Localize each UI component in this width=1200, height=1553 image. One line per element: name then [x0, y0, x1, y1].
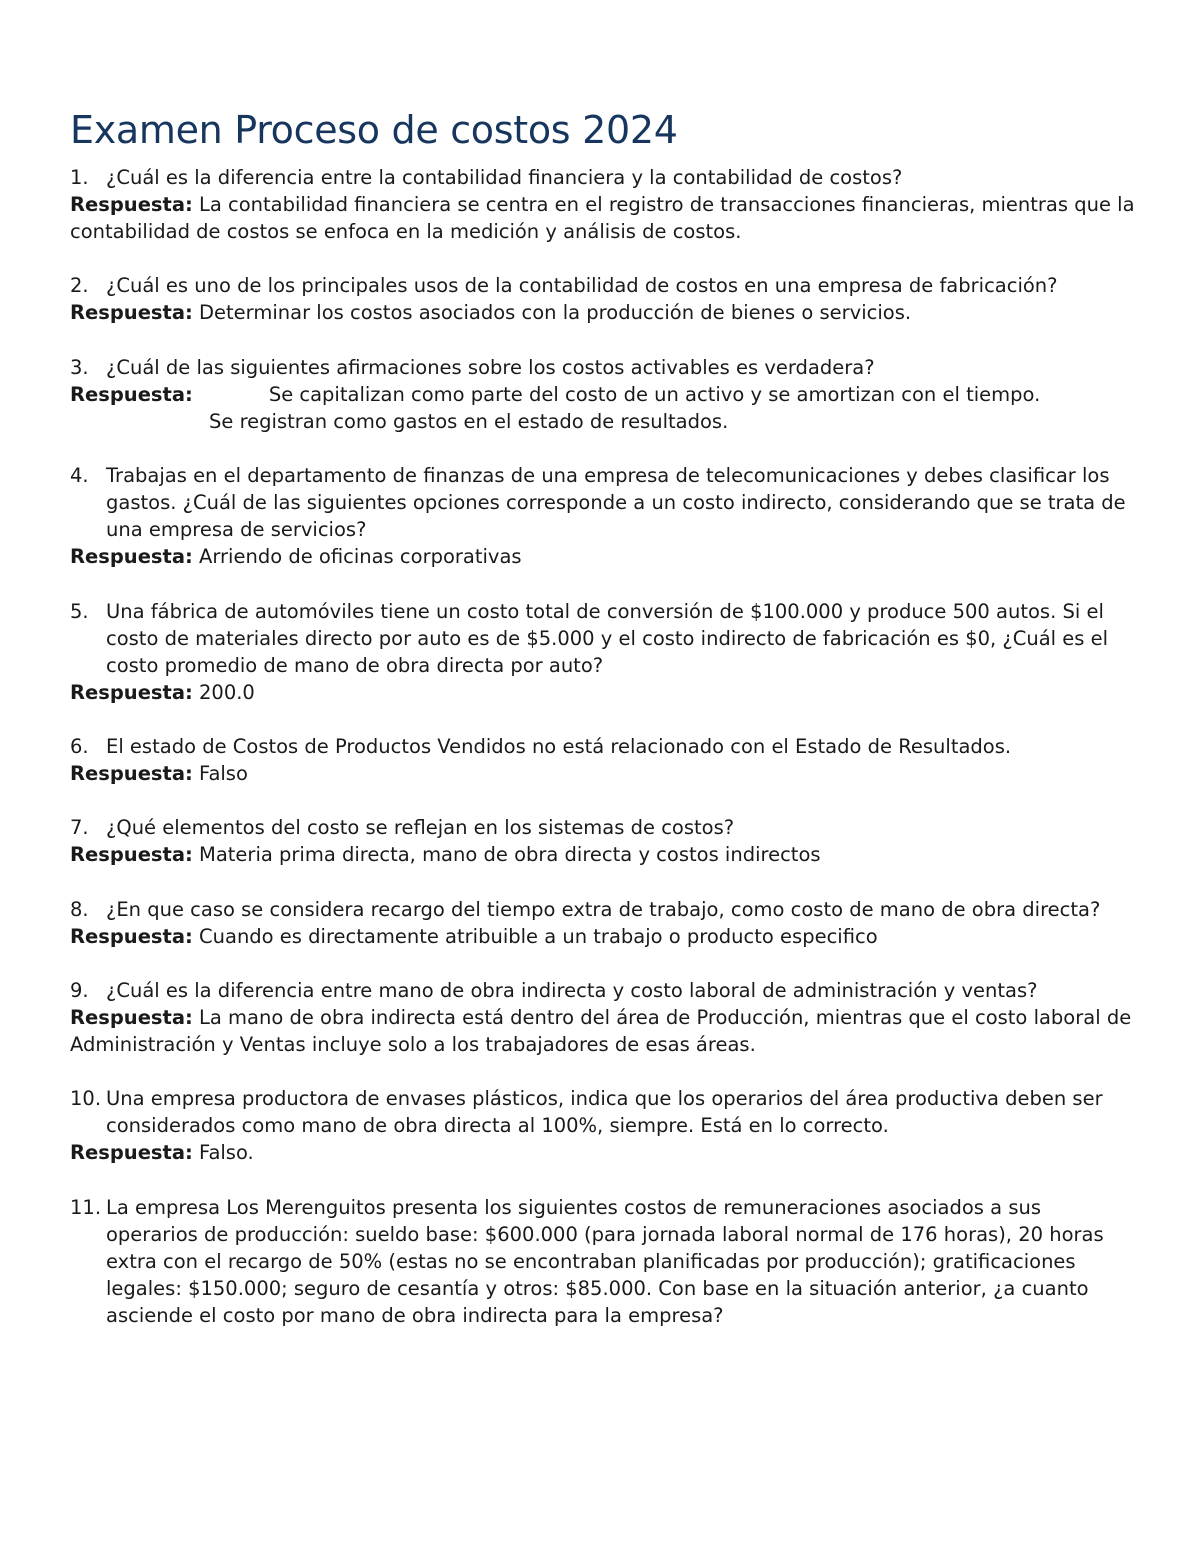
answer-text: 200.0	[199, 680, 255, 704]
answer-label: Respuesta:	[70, 193, 193, 217]
question-text: ¿Cuál es la diferencia entre mano de obra indirecta y costo laboral de administración y ventas?	[106, 978, 1038, 1002]
answer-label: Respuesta:	[70, 762, 193, 786]
answer-text: La mano de obra indirecta está dentro del área de Producción, mientras que el costo laboral de Administración y Ventas incluye solo a los trabajadores de esas áreas.	[70, 1005, 1132, 1056]
answer-text: Arriendo de oficinas corporativas	[199, 545, 522, 569]
question-number: 5.	[70, 599, 89, 623]
question-number: 4.	[70, 464, 89, 488]
answer-text: Determinar los costos asociados con la producción de bienes o servicios.	[199, 301, 912, 325]
question-text: ¿En que caso se considera recargo del tiempo extra de trabajo, como costo de mano de obra directa?	[106, 897, 1101, 921]
question-text: ¿Cuál es la diferencia entre la contabilidad financiera y la contabilidad de costos?	[106, 166, 903, 189]
answer-2	[70, 299, 1135, 326]
question-number: 7.	[70, 816, 89, 840]
answer-text: Materia prima directa, mano de obra directa y costos indirectos	[199, 843, 821, 867]
answer-label: Respuesta:	[70, 1141, 193, 1165]
answer-label: Respuesta:	[70, 545, 193, 569]
question-10	[70, 1085, 1135, 1139]
answer-text: Falso.	[199, 1141, 254, 1165]
question-3	[70, 354, 1135, 381]
question-9	[70, 977, 1135, 1004]
question-5	[70, 598, 1135, 679]
answer-text: La contabilidad financiera se centra en el registro de transacciones financieras, mientras que la contabilidad de costos se enfoca en la medición y análisis de costos.	[70, 193, 1135, 244]
answer-text: Cuando es directamente atribuible a un trabajo o producto especifico	[199, 924, 878, 948]
question-1	[70, 164, 1135, 191]
answer-3-option: Se registran como gastos en el estado de resultados.	[209, 409, 729, 433]
question-number: 3.	[70, 355, 89, 379]
question-text: El estado de Costos de Productos Vendidos no está relacionado con el Estado de Resultados.	[106, 734, 1012, 758]
answer-label: Respuesta:	[70, 924, 193, 948]
question-11	[70, 1194, 1135, 1329]
answer-label: Respuesta:	[70, 382, 193, 406]
question-number: 6.	[70, 734, 89, 758]
answer-label: Respuesta:	[70, 680, 193, 704]
question-text: La empresa Los Merenguitos presenta los siguientes costos de remuneraciones asociados a sus operarios de producción: sueldo base: $600.000 (para jornada laboral normal de 176 horas), 20 horas extra con el recargo de 50% (estas no se encontraban planificadas por producción); gratificaciones legales: $150.000; seguro de cesantía y otros: $85.000. Con base en la situación anterior, ¿a cuanto asciende el costo por mano de obra indirecta para la empresa?	[106, 1195, 1104, 1327]
answer-label: Respuesta:	[70, 1005, 193, 1029]
question-text: ¿Qué elementos del costo se reflejan en los sistemas de costos?	[106, 816, 735, 840]
document-page	[70, 102, 1135, 1329]
answer-1	[70, 191, 1135, 245]
question-number: 2.	[70, 274, 89, 298]
document-title: Examen Proceso de costos 2024	[70, 108, 678, 152]
answer-8	[70, 923, 1135, 950]
question-4	[70, 462, 1135, 543]
question-2	[70, 272, 1135, 299]
question-text: Trabajas en el departamento de finanzas de una empresa de telecomunicaciones y debes clasificar los gastos. ¿Cuál de las siguientes opciones corresponde a un costo indirecto, considerando que se trata de una empresa de servicios?	[106, 464, 1126, 542]
question-number: 1.	[70, 166, 89, 189]
answer-text: Se capitalizan como parte del costo de un activo y se amortizan con el tiempo.	[268, 382, 1041, 406]
answer-9	[70, 1004, 1135, 1058]
question-7	[70, 814, 1135, 841]
answer-3	[70, 381, 1135, 408]
answer-10	[70, 1139, 1135, 1166]
question-number: 10.	[70, 1087, 102, 1111]
question-8	[70, 896, 1135, 923]
question-number: 8.	[70, 897, 89, 921]
answer-label: Respuesta:	[70, 301, 193, 325]
answer-6	[70, 760, 1135, 787]
question-text: ¿Cuál de las siguientes afirmaciones sobre los costos activables es verdadera?	[106, 355, 875, 379]
answer-text: Falso	[199, 762, 248, 786]
question-text: Una empresa productora de envases plásticos, indica que los operarios del área productiva deben ser considerados como mano de obra directa al 100%, siempre. Está en lo correcto.	[106, 1087, 1103, 1138]
answer-5	[70, 679, 1135, 706]
question-text: Una fábrica de automóviles tiene un costo total de conversión de $100.000 y produce 500 autos. Si el costo de materiales directo por auto es de $5.000 y el costo indirecto de fabricación es $0, ¿Cuál es el costo promedio de mano de obra directa por auto?	[106, 599, 1109, 677]
answer-label: Respuesta:	[70, 843, 193, 867]
question-number: 9.	[70, 978, 89, 1002]
answer-7	[70, 841, 1135, 868]
answer-4	[70, 543, 1135, 570]
question-text: ¿Cuál es uno de los principales usos de la contabilidad de costos en una empresa de fabricación?	[106, 274, 1058, 298]
question-6	[70, 733, 1135, 760]
question-number: 11.	[70, 1195, 102, 1219]
